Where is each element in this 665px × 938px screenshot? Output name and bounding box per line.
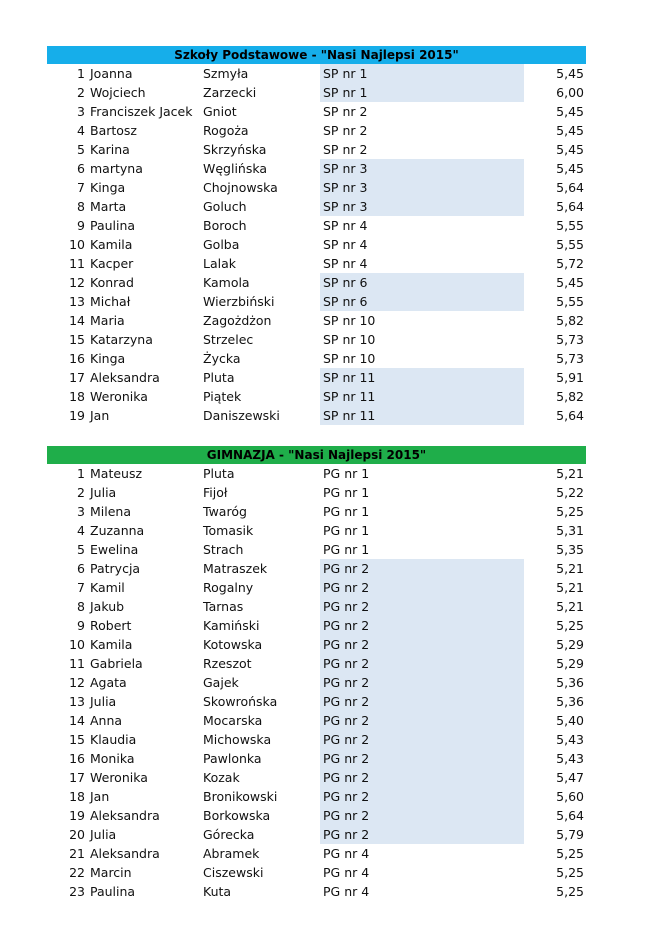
last-name: Chojnowska — [203, 180, 278, 195]
first-name: Michał — [90, 294, 131, 309]
last-name: Bronikowski — [203, 789, 278, 804]
first-name: Wojciech — [90, 85, 146, 100]
school-name: SP nr 10 — [323, 332, 376, 347]
last-name: Gniot — [203, 104, 237, 119]
last-name: Boroch — [203, 218, 247, 233]
rank-number: 13 — [69, 694, 85, 709]
average-score: 5,73 — [556, 332, 584, 347]
first-name: Ewelina — [90, 542, 139, 557]
table-row — [47, 711, 586, 730]
rank-number: 15 — [69, 732, 85, 747]
last-name: Życka — [203, 351, 241, 366]
first-name: Julia — [90, 694, 117, 709]
first-name: Aleksandra — [90, 808, 160, 823]
school-name: PG nr 2 — [320, 635, 524, 654]
school-name: SP nr 11 — [320, 406, 524, 425]
average-score: 5,36 — [556, 694, 584, 709]
first-name: Aleksandra — [90, 370, 160, 385]
table-row — [47, 521, 586, 540]
table-row — [47, 635, 586, 654]
first-name: Weronika — [90, 389, 148, 404]
table-row — [47, 311, 586, 330]
rank-number: 19 — [69, 408, 85, 423]
average-score: 5,29 — [556, 656, 584, 671]
last-name: Skrzyńska — [203, 142, 267, 157]
last-name: Rzeszot — [203, 656, 252, 671]
table-row — [47, 83, 586, 102]
ranking-table — [47, 464, 586, 901]
table-row — [47, 863, 586, 882]
table-row — [47, 216, 586, 235]
average-score: 5,21 — [556, 599, 584, 614]
rank-number: 5 — [77, 542, 85, 557]
table-row — [47, 406, 586, 425]
rank-number: 10 — [69, 237, 85, 252]
school-name: PG nr 1 — [323, 542, 370, 557]
first-name: Robert — [90, 618, 132, 633]
last-name: Zagożdżon — [203, 313, 272, 328]
school-name: PG nr 2 — [320, 806, 524, 825]
average-score: 5,45 — [556, 275, 584, 290]
school-name: PG nr 1 — [323, 523, 370, 538]
rank-number: 7 — [77, 580, 85, 595]
average-score: 5,64 — [556, 180, 584, 195]
average-score: 5,35 — [556, 542, 584, 557]
school-name: PG nr 2 — [320, 616, 524, 635]
last-name: Michowska — [203, 732, 272, 747]
table-row — [47, 349, 586, 368]
school-name: SP nr 10 — [323, 351, 376, 366]
last-name: Zarzecki — [203, 85, 257, 100]
last-name: Górecka — [203, 827, 255, 842]
average-score: 5,31 — [556, 523, 584, 538]
table-row — [47, 749, 586, 768]
average-score: 5,40 — [556, 713, 584, 728]
last-name: Abramek — [203, 846, 260, 861]
rank-number: 2 — [77, 485, 85, 500]
school-name: SP nr 3 — [320, 159, 524, 178]
last-name: Golba — [203, 237, 240, 252]
rank-number: 14 — [69, 713, 85, 728]
table-row — [47, 330, 586, 349]
rank-number: 5 — [77, 142, 85, 157]
first-name: Mateusz — [90, 466, 143, 481]
rank-number: 17 — [69, 770, 85, 785]
last-name: Tomasik — [203, 523, 254, 538]
first-name: Anna — [90, 713, 123, 728]
last-name: Borkowska — [203, 808, 271, 823]
rank-number: 12 — [69, 675, 85, 690]
first-name: Joanna — [90, 66, 133, 81]
average-score: 5,64 — [556, 199, 584, 214]
first-name: Bartosz — [90, 123, 137, 138]
average-score: 5,21 — [556, 580, 584, 595]
last-name: Wierzbiński — [203, 294, 275, 309]
rank-number: 4 — [77, 523, 85, 538]
first-name: Kinga — [90, 180, 126, 195]
average-score: 5,72 — [556, 256, 584, 271]
table-row — [47, 178, 586, 197]
first-name: Jakub — [90, 599, 125, 614]
average-score: 5,55 — [556, 218, 584, 233]
last-name: Rogoża — [203, 123, 249, 138]
rank-number: 6 — [77, 561, 85, 576]
last-name: Szmyła — [203, 66, 249, 81]
section-header: GIMNAZJA - "Nasi Najlepsi 2015" — [47, 446, 586, 464]
school-name: SP nr 2 — [323, 142, 368, 157]
first-name: Jan — [90, 408, 110, 423]
table-row — [47, 121, 586, 140]
first-name: Julia — [90, 827, 117, 842]
last-name: Piątek — [203, 389, 242, 404]
section-header: Szkoły Podstawowe - "Nasi Najlepsi 2015" — [47, 46, 586, 64]
school-name: PG nr 2 — [320, 654, 524, 673]
average-score: 5,21 — [556, 466, 584, 481]
last-name: Daniszewski — [203, 408, 280, 423]
table-row — [47, 140, 586, 159]
school-name: PG nr 2 — [320, 768, 524, 787]
table-row — [47, 235, 586, 254]
rank-number: 15 — [69, 332, 85, 347]
first-name: Kacper — [90, 256, 134, 271]
first-name: Jan — [90, 789, 110, 804]
rank-number: 8 — [77, 199, 85, 214]
rank-number: 11 — [69, 256, 85, 271]
average-score: 6,00 — [556, 85, 584, 100]
last-name: Gajek — [203, 675, 239, 690]
school-name: PG nr 1 — [323, 485, 370, 500]
rank-number: 17 — [69, 370, 85, 385]
rank-number: 13 — [69, 294, 85, 309]
last-name: Strzelec — [203, 332, 254, 347]
first-name: Karina — [90, 142, 130, 157]
table-row — [47, 730, 586, 749]
last-name: Pawlonka — [203, 751, 262, 766]
rank-number: 2 — [77, 85, 85, 100]
last-name: Matraszek — [203, 561, 268, 576]
first-name: Monika — [90, 751, 135, 766]
school-name: SP nr 6 — [320, 273, 524, 292]
last-name: Kamola — [203, 275, 250, 290]
first-name: martyna — [90, 161, 143, 176]
rank-number: 1 — [77, 66, 85, 81]
rank-number: 23 — [69, 884, 85, 899]
rank-number: 4 — [77, 123, 85, 138]
first-name: Aleksandra — [90, 846, 160, 861]
first-name: Patrycja — [90, 561, 141, 576]
last-name: Skowrońska — [203, 694, 278, 709]
rank-number: 16 — [69, 751, 85, 766]
first-name: Franciszek Jacek — [90, 104, 193, 119]
average-score: 5,29 — [556, 637, 584, 652]
school-name: SP nr 2 — [323, 104, 368, 119]
rank-number: 22 — [69, 865, 85, 880]
section-primary-schools — [47, 46, 586, 425]
school-name: SP nr 4 — [323, 256, 368, 271]
last-name: Kotowska — [203, 637, 263, 652]
rank-number: 14 — [69, 313, 85, 328]
average-score: 5,25 — [556, 618, 584, 633]
table-row — [47, 787, 586, 806]
school-name: PG nr 2 — [320, 578, 524, 597]
first-name: Marta — [90, 199, 127, 214]
average-score: 5,25 — [556, 504, 584, 519]
average-score: 5,45 — [556, 142, 584, 157]
table-row — [47, 882, 586, 901]
average-score: 5,45 — [556, 66, 584, 81]
table-row — [47, 578, 586, 597]
table-row — [47, 540, 586, 559]
last-name: Pluta — [203, 370, 235, 385]
rank-number: 11 — [69, 656, 85, 671]
last-name: Rogalny — [203, 580, 254, 595]
first-name: Konrad — [90, 275, 134, 290]
section-middle-schools — [47, 446, 586, 901]
school-name: PG nr 2 — [320, 559, 524, 578]
table-row — [47, 825, 586, 844]
average-score: 5,73 — [556, 351, 584, 366]
table-row — [47, 292, 586, 311]
rank-number: 7 — [77, 180, 85, 195]
school-name: PG nr 2 — [320, 711, 524, 730]
average-score: 5,21 — [556, 561, 584, 576]
average-score: 5,55 — [556, 294, 584, 309]
average-score: 5,79 — [556, 827, 584, 842]
average-score: 5,36 — [556, 675, 584, 690]
table-row — [47, 464, 586, 483]
school-name: SP nr 11 — [320, 368, 524, 387]
first-name: Milena — [90, 504, 132, 519]
last-name: Pluta — [203, 466, 235, 481]
school-name: PG nr 2 — [320, 749, 524, 768]
first-name: Agata — [90, 675, 127, 690]
school-name: SP nr 3 — [320, 178, 524, 197]
table-row — [47, 597, 586, 616]
school-name: SP nr 4 — [323, 218, 368, 233]
average-score: 5,25 — [556, 884, 584, 899]
last-name: Kozak — [203, 770, 240, 785]
school-name: SP nr 4 — [323, 237, 368, 252]
last-name: Fijoł — [203, 485, 228, 500]
ranking-table — [47, 64, 586, 425]
last-name: Ciszewski — [203, 865, 264, 880]
table-row — [47, 692, 586, 711]
table-row — [47, 768, 586, 787]
last-name: Kuta — [203, 884, 232, 899]
last-name: Mocarska — [203, 713, 263, 728]
average-score: 5,25 — [556, 865, 584, 880]
rank-number: 16 — [69, 351, 85, 366]
rank-number: 6 — [77, 161, 85, 176]
rank-number: 9 — [77, 218, 85, 233]
average-score: 5,64 — [556, 808, 584, 823]
first-name: Julia — [90, 485, 117, 500]
rank-number: 20 — [69, 827, 85, 842]
table-row — [47, 673, 586, 692]
table-row — [47, 616, 586, 635]
first-name: Katarzyna — [90, 332, 153, 347]
first-name: Paulina — [90, 884, 136, 899]
school-name: SP nr 1 — [320, 83, 524, 102]
average-score: 5,60 — [556, 789, 584, 804]
rank-number: 1 — [77, 466, 85, 481]
first-name: Gabriela — [90, 656, 143, 671]
last-name: Strach — [203, 542, 244, 557]
table-row — [47, 806, 586, 825]
first-name: Maria — [90, 313, 125, 328]
school-name: PG nr 2 — [320, 787, 524, 806]
table-row — [47, 102, 586, 121]
first-name: Weronika — [90, 770, 148, 785]
school-name: PG nr 2 — [320, 692, 524, 711]
school-name: PG nr 4 — [323, 865, 370, 880]
first-name: Kamila — [90, 237, 133, 252]
average-score: 5,64 — [556, 408, 584, 423]
last-name: Twaróg — [203, 504, 247, 519]
rank-number: 12 — [69, 275, 85, 290]
school-name: SP nr 2 — [323, 123, 368, 138]
last-name: Lalak — [203, 256, 236, 271]
rank-number: 3 — [77, 504, 85, 519]
average-score: 5,55 — [556, 237, 584, 252]
school-name: PG nr 2 — [320, 730, 524, 749]
school-name: PG nr 4 — [323, 884, 370, 899]
table-row — [47, 273, 586, 292]
first-name: Klaudia — [90, 732, 137, 747]
school-name: PG nr 1 — [323, 504, 370, 519]
rank-number: 9 — [77, 618, 85, 633]
table-row — [47, 844, 586, 863]
table-row — [47, 254, 586, 273]
school-name: SP nr 3 — [320, 197, 524, 216]
last-name: Tarnas — [203, 599, 244, 614]
school-name: PG nr 2 — [320, 673, 524, 692]
first-name: Kinga — [90, 351, 126, 366]
average-score: 5,45 — [556, 123, 584, 138]
average-score: 5,47 — [556, 770, 584, 785]
first-name: Paulina — [90, 218, 136, 233]
school-name: PG nr 2 — [320, 597, 524, 616]
school-name: PG nr 1 — [323, 466, 370, 481]
rank-number: 3 — [77, 104, 85, 119]
average-score: 5,43 — [556, 732, 584, 747]
last-name: Kamiński — [203, 618, 260, 633]
table-row — [47, 483, 586, 502]
table-row — [47, 387, 586, 406]
average-score: 5,25 — [556, 846, 584, 861]
school-name: SP nr 11 — [320, 387, 524, 406]
average-score: 5,82 — [556, 389, 584, 404]
table-row — [47, 654, 586, 673]
school-name: SP nr 6 — [320, 292, 524, 311]
average-score: 5,43 — [556, 751, 584, 766]
school-name: PG nr 4 — [323, 846, 370, 861]
first-name: Kamila — [90, 637, 133, 652]
rank-number: 21 — [69, 846, 85, 861]
average-score: 5,45 — [556, 161, 584, 176]
last-name: Węglińska — [203, 161, 268, 176]
first-name: Kamil — [90, 580, 125, 595]
table-row — [47, 559, 586, 578]
rank-number: 8 — [77, 599, 85, 614]
first-name: Zuzanna — [90, 523, 145, 538]
rank-number: 18 — [69, 389, 85, 404]
table-row — [47, 159, 586, 178]
rank-number: 18 — [69, 789, 85, 804]
rank-number: 19 — [69, 808, 85, 823]
average-score: 5,22 — [556, 485, 584, 500]
average-score: 5,82 — [556, 313, 584, 328]
school-name: PG nr 2 — [320, 825, 524, 844]
rank-number: 10 — [69, 637, 85, 652]
table-row — [47, 502, 586, 521]
table-row — [47, 197, 586, 216]
average-score: 5,45 — [556, 104, 584, 119]
school-name: SP nr 10 — [323, 313, 376, 328]
school-name: SP nr 1 — [320, 64, 524, 83]
table-row — [47, 368, 586, 387]
average-score: 5,91 — [556, 370, 584, 385]
first-name: Marcin — [90, 865, 132, 880]
table-row — [47, 64, 586, 83]
last-name: Goluch — [203, 199, 247, 214]
